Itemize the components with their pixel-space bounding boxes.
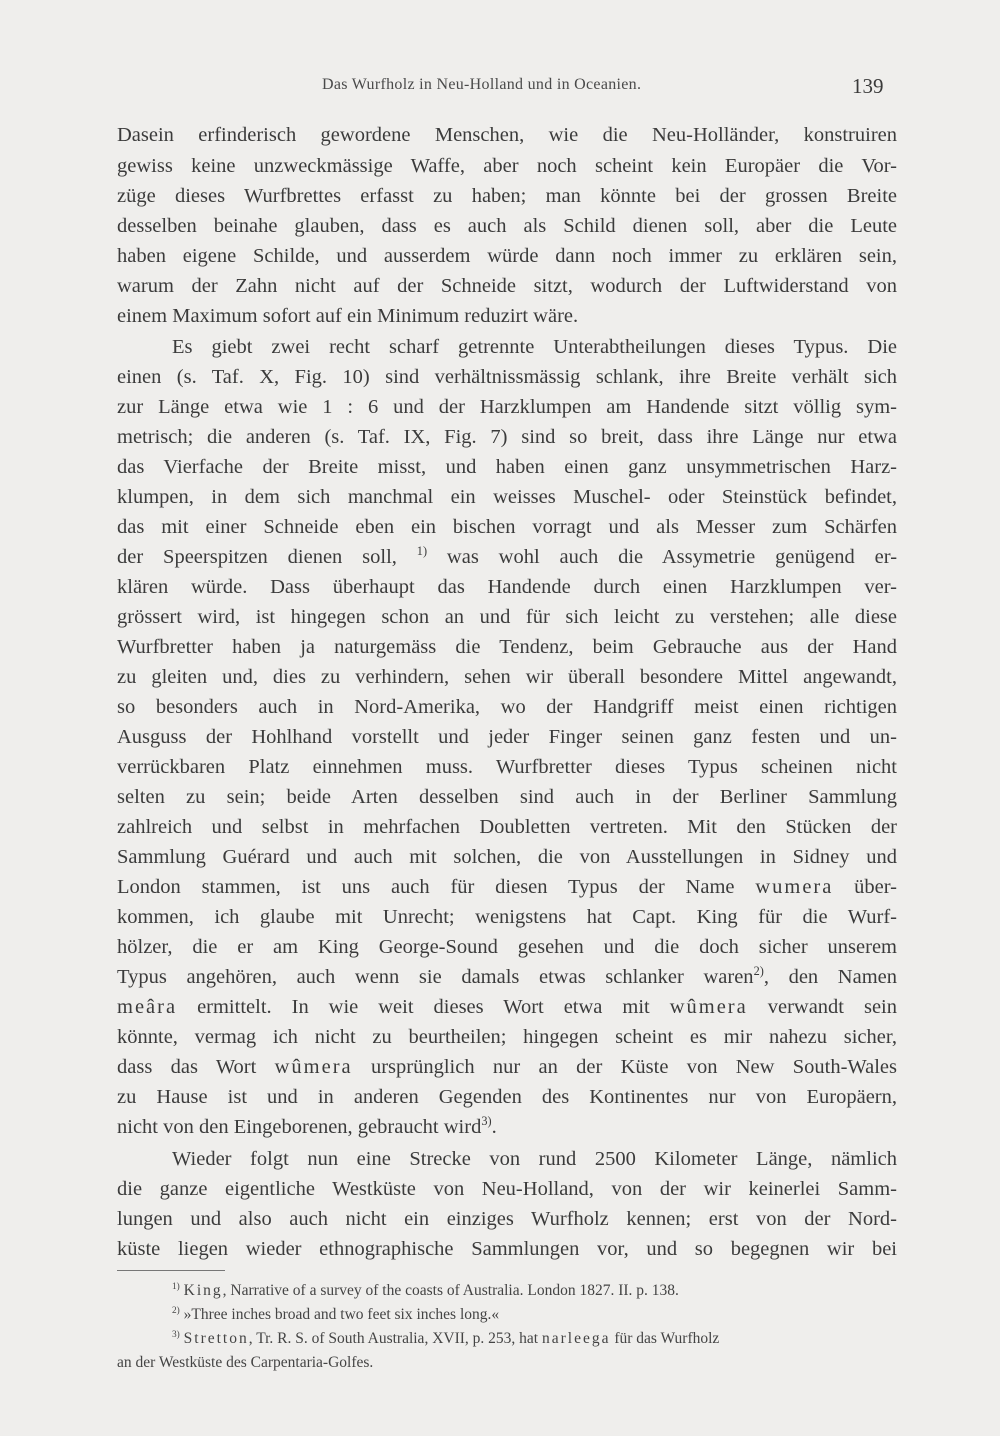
footnote-mark <box>172 1306 180 1316</box>
footnote-text: für das Wurfholz <box>614 1330 720 1347</box>
footnote-ref <box>481 1114 491 1128</box>
footnote-1 <box>172 1281 897 1301</box>
text-line: hölzer, die er am King George-Sound gesehen und die doch sicher unserem <box>117 936 897 958</box>
text-line: einem Maximum sofort auf ein Minimum reduzirt wäre. <box>117 305 579 327</box>
text-line <box>117 874 897 901</box>
text-line: Wurfbretter haben ja naturgemäss die Tendenz, beim Gebrauche aus der Hand <box>117 636 897 658</box>
text-line: einen (s. Taf. X, Fig. 10) sind verhältnissmässig schlank, ihre Breite verhält sich <box>117 366 897 388</box>
footnote-ref-number: 2 <box>753 964 760 979</box>
text-line: zahlreich und selbst in mehrfachen Doubletten vertreten. Mit den Stücken der <box>117 816 897 838</box>
text-line <box>117 544 897 571</box>
text-line: klumpen, in dem sich manchmal ein weisses Muschel- oder Steinstück befindet, <box>117 486 897 508</box>
text-segment: verwandt sein <box>767 996 897 1018</box>
text-segment: was wohl auch die Assymetrie genügend er- <box>446 546 898 568</box>
spaced-term: wûmera <box>669 996 748 1018</box>
text-line: kommen, ich glaube mit Unrecht; wenigstens hat Capt. King für die Wurf- <box>117 906 897 928</box>
footnote-mark-paren: ) <box>176 1305 180 1316</box>
text-line: Ausguss der Hohlhand vorstellt und jeder Finger seinen ganz festen und un- <box>117 726 897 748</box>
footnote-ref-paren: ) <box>487 1114 492 1129</box>
footnote-text: »Three inches broad and two feet six inches long.« <box>183 1306 500 1323</box>
footnote-ref-paren: ) <box>422 544 428 559</box>
text-segment: ursprünglich nur an der Küste von New South-Wales <box>370 1056 897 1078</box>
text-line <box>117 1054 897 1081</box>
spaced-term: meâra <box>117 996 178 1018</box>
footnote-ref <box>417 544 427 558</box>
footnote-ref-number: 3 <box>481 1114 488 1129</box>
footnote-ref-number: 1 <box>416 544 423 559</box>
footnote-rule <box>117 1270 225 1271</box>
text-line: klären würde. Dass überhaupt das Handende durch einen Harzklumpen ver- <box>117 576 897 598</box>
text-line <box>117 994 897 1021</box>
text-segment: Typus angehören, auch wenn sie damals etwas schlanker waren <box>117 966 754 988</box>
text-line: Sammlung Guérard und auch mit solchen, die von Ausstellungen in Sidney und <box>117 846 897 868</box>
text-line: haben eigene Schilde, und ausserdem würde dann noch immer zu erklären sein, <box>117 245 897 267</box>
footnote-2 <box>172 1305 897 1325</box>
spaced-term: wûmera <box>274 1056 353 1078</box>
text-segment: über- <box>854 876 898 898</box>
text-segment: der Speerspitzen dienen soll, <box>117 546 397 568</box>
text-line: metrisch; die anderen (s. Taf. IX, Fig. 7) sind so breit, dass ihre Länge nur etwa <box>117 426 897 448</box>
text-line <box>117 1114 897 1141</box>
page-number: 139 <box>852 74 884 98</box>
text-segment: nicht von den Eingeborenen, gebraucht wird <box>117 1116 482 1138</box>
text-line: die ganze eigentliche Westküste von Neu-Holland, von der wir keinerlei Samm- <box>117 1178 897 1200</box>
text-line: verrückbaren Platz einnehmen muss. Wurfbretter dieses Typus scheinen nicht <box>117 756 897 778</box>
text-line: Dasein erfinderisch gewordene Menschen, wie die Neu-Holländer, konstruiren <box>117 124 897 146</box>
footnote-mark-number: 3 <box>172 1329 177 1340</box>
text-line: Wieder folgt nun eine Strecke von rund 2500 Kilometer Länge, nämlich <box>172 1148 897 1170</box>
footnote-mark-paren: ) <box>176 1329 180 1340</box>
footnote-mark-number: 1 <box>172 1281 177 1292</box>
text-line: gewiss keine unzweckmässige Waffe, aber noch scheint kein Europäer die Vor- <box>117 155 897 177</box>
text-line: das mit einer Schneide eben ein bischen vorragt und als Messer zum Schärfen <box>117 516 897 538</box>
footnote-ref-paren: ) <box>759 964 764 979</box>
footnote-mark-number: 2 <box>172 1305 177 1316</box>
text-line: Es giebt zwei recht scharf getrennte Unterabtheilungen dieses Typus. Die <box>172 336 897 358</box>
text-line: desselben beinahe glauben, dass es auch als Schild dienen soll, aber die Leute <box>117 215 897 237</box>
footnote-text: , Tr. R. S. of South Australia, XVII, p. 253, hat <box>248 1330 539 1347</box>
footnote-mark-paren: ) <box>176 1281 180 1292</box>
footnote-author: King <box>183 1282 223 1299</box>
running-head <box>0 74 1000 104</box>
text-segment: , den Namen <box>763 966 897 988</box>
text-line: so besonders auch in Nord-Amerika, wo der Handgriff meist einen richtigen <box>117 696 897 718</box>
text-segment: . <box>491 1116 497 1138</box>
footnote-author: Stretton <box>183 1330 249 1347</box>
text-line: das Vierfache der Breite misst, und haben einen ganz unsymmetrischen Harz- <box>117 456 897 478</box>
text-segment: London stammen, ist uns auch für diesen Typus der Name <box>117 876 735 898</box>
footnote-ref <box>754 964 764 978</box>
text-line: grössert wird, ist hingegen schon an und für sich leicht zu verstehen; alle diese <box>117 606 897 628</box>
footnote-text: , Narrative of a survey of the coasts of Australia. London 1827. II. p. 138. <box>222 1282 679 1299</box>
text-line: könnte, vermag ich nicht zu beurtheilen; hingegen scheint es mir nahezu sicher, <box>117 1026 897 1048</box>
running-title: Das Wurfholz in Neu-Holland und in Oceanien. <box>322 76 642 93</box>
text-line: selten zu sein; beide Arten desselben sind auch in der Berliner Sammlung <box>117 786 897 808</box>
footnote-term: narleega <box>541 1330 611 1347</box>
text-line <box>117 964 897 991</box>
text-segment: ermittelt. In wie weit dieses Wort etwa mit <box>197 996 650 1018</box>
footnote-mark <box>172 1330 180 1340</box>
footnote-mark <box>172 1282 180 1292</box>
footnote-3-continued: an der Westküste des Carpentaria-Golfes. <box>117 1354 374 1371</box>
text-line: warum der Zahn nicht auf der Schneide sitzt, wodurch der Luftwiderstand von <box>117 275 897 297</box>
text-segment: dass das Wort <box>117 1056 257 1078</box>
text-line: züge dieses Wurfbrettes erfasst zu haben; man könnte bei der grossen Breite <box>117 185 897 207</box>
spaced-term: wumera <box>755 876 834 898</box>
text-line: küste liegen wieder ethnographische Sammlungen vor, und so begegnen wir bei <box>117 1238 897 1260</box>
text-line: zur Länge etwa wie 1 : 6 und der Harzklumpen am Handende sitzt völlig sym- <box>117 396 897 418</box>
text-line: zu Hause ist und in anderen Gegenden des Kontinentes nur von Europäern, <box>117 1086 897 1108</box>
footnote-3 <box>172 1329 897 1349</box>
text-line: lungen und also auch nicht ein einziges Wurfholz kennen; erst von der Nord- <box>117 1208 897 1230</box>
text-line: zu gleiten und, dies zu verhindern, sehen wir überall besondere Mittel angewandt, <box>117 666 897 688</box>
